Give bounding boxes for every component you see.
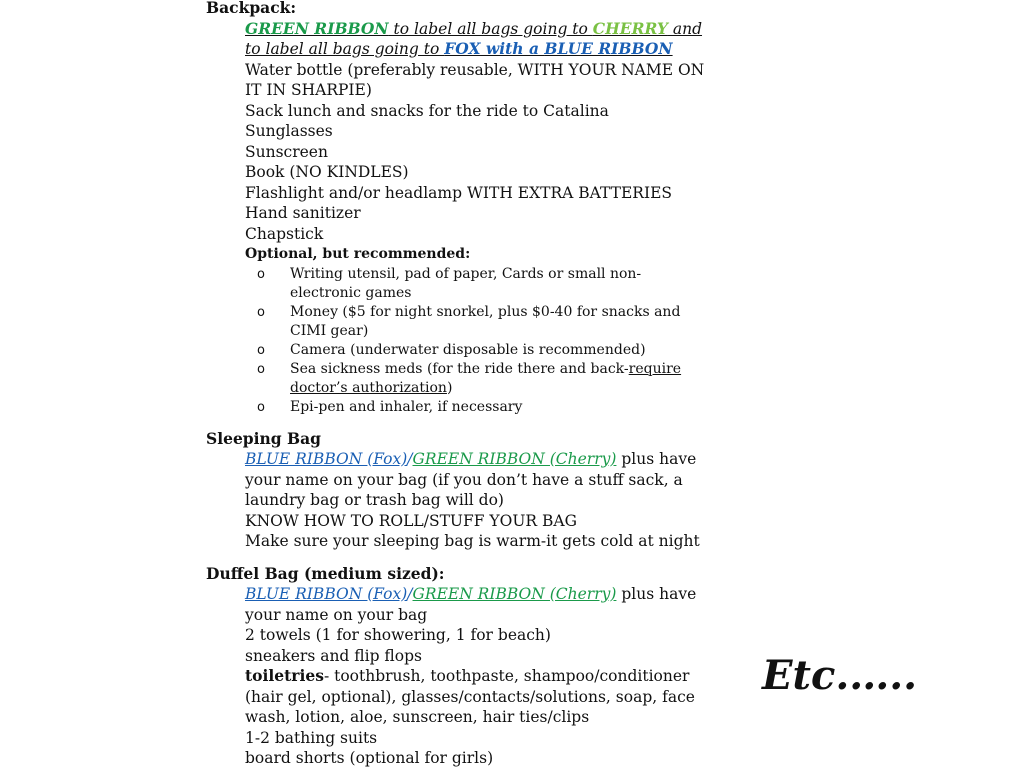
list-item: Make sure your sleeping bag is warm-it gets cold at night: [245, 532, 700, 550]
sub-list-item: o Money ($5 for night snorkel, plus $0-40 for snacks and CIMI gear): [257, 303, 681, 339]
sub-list-item: o Sea sickness meds (for the ride there and back-require doctor’s authorization): [257, 360, 682, 396]
list-item: sneakers and flip flops: [245, 646, 422, 665]
bullet-icon: o: [257, 361, 265, 377]
backpack-heading: Backpack:: [206, 0, 297, 17]
list-item: 2 towels (1 for showering, 1 for beach): [245, 626, 551, 644]
list-item: BLUE RIBBON (Fox)/GREEN RIBBON (Cherry) plus have your name on your bag: [245, 585, 697, 624]
ribbon-instruction: GREEN RIBBON to label all bags going to CHERRY and to label all bags going to FOX with a BLUE RIBBON: [245, 18, 703, 58]
sub-list-item: o Writing utensil, pad of paper, Cards or small non-electronic games: [257, 265, 642, 301]
etc-text: Etc.…..: [762, 652, 918, 699]
bullet-icon: o: [257, 399, 265, 415]
sub-list-item: o Camera (underwater disposable is recommended): [257, 341, 646, 358]
list-item: KNOW HOW TO ROLL/STUFF YOUR BAG: [245, 511, 577, 530]
list-item: Sunglasses: [245, 122, 333, 140]
list-item: 1-2 bathing suits: [245, 728, 378, 747]
list-item: Water bottle (preferably reusable, WITH YOUR NAME ON IT IN SHARPIE): [245, 60, 705, 99]
optional-label: Optional, but recommended:: [245, 246, 471, 262]
packing-list: [206, 0, 706, 769]
sub-list-item: o Epi-pen and inhaler, if necessary: [257, 398, 523, 415]
list-item: Book (NO KINDLES): [245, 163, 409, 181]
list-item: Chapstick: [245, 224, 324, 243]
list-item: BLUE RIBBON (Fox)/GREEN RIBBON (Cherry) plus have your name on your bag (if you don’t have a stuff sack, a laundry bag or trash bag will do): [245, 450, 697, 509]
bullet-icon: o: [257, 342, 265, 358]
duffel-bag-heading: Duffel Bag (medium sized):: [206, 563, 445, 583]
list-item: Flashlight and/or headlamp WITH EXTRA BATTERIES: [245, 183, 673, 202]
list-item: Sunscreen: [245, 142, 328, 161]
list-item: Sack lunch and snacks for the ride to Catalina: [245, 101, 609, 120]
bullet-icon: o: [257, 266, 265, 282]
sleeping-bag-heading: Sleeping Bag: [206, 428, 322, 448]
list-item: Hand sanitizer: [245, 204, 361, 222]
bullet-icon: o: [257, 304, 265, 320]
list-item: board shorts (optional for girls): [245, 749, 494, 767]
list-item: toiletries- toothbrush, toothpaste, shampoo/conditioner (hair gel, optional), glasses/contacts/solutions, soap, face wash, lotion, aloe, sunscreen, hair ties/clips: [245, 666, 695, 726]
